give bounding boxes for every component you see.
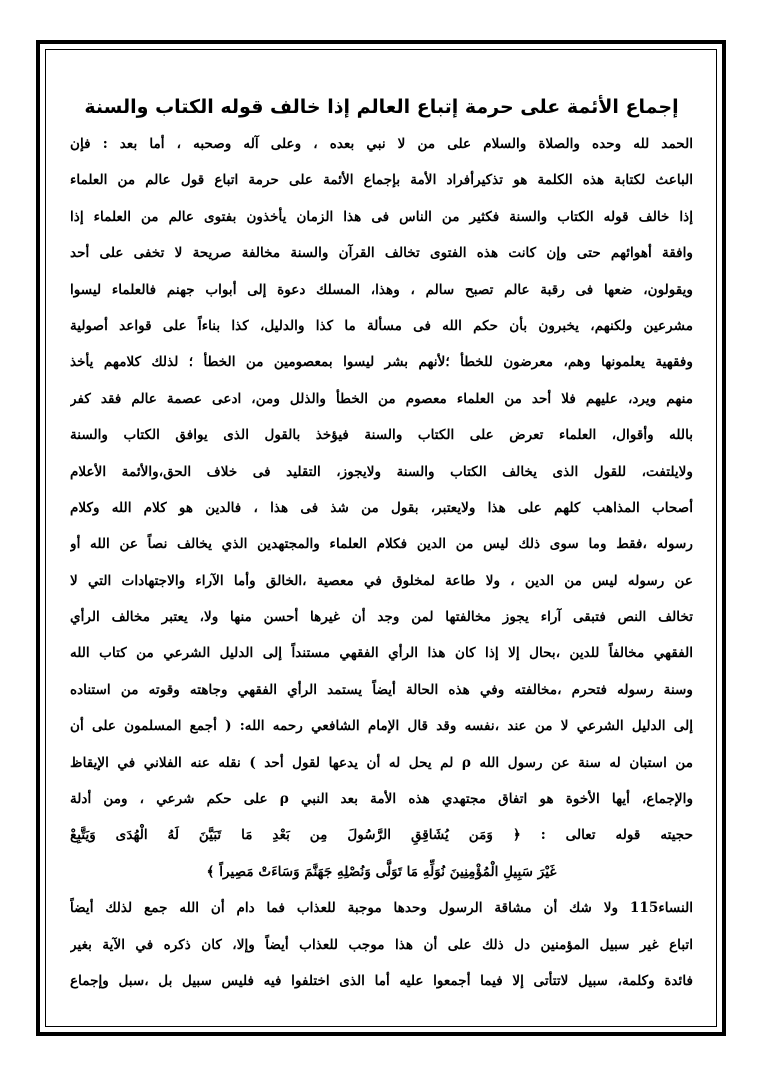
text-line: وفقهية يعلمونها وهم، معرضون للخطأ ؛لأنهم بشر ليسوا بمعصومين من الخطأ ؛ لذلك كلامهم يأخذ [70,354,693,371]
text-line: حجيته قوله تعالى : ﴿ وَمَن يُشَاقِقِ الرَّسُولَ مِن بَعْدِ مَا تَبَيَّنَ لَهُ الْهُدَى وَيَتَّبِعْ [70,827,693,844]
text-line: الباعث لكتابة هذه الكلمة هو تذكيرأفراد الأمة بإجماع الأئمة على حرمة اتباع قول عالم من العلماء [70,172,693,189]
text-line: فائدة وكلمة، سبيل لاتتأتى إلا فيما أجمعوا عليه أما الذى اختلفوا فيه فليس سبيل بل ،سبل وإجماع [70,972,693,989]
text-line: الحمد لله وحده والصلاة والسلام على من لا نبي بعده ، وعلى آله وصحبه ، أما بعد : فإن [70,136,693,152]
text-line: وسنة رسوله فتحرم ،مخالفته وفي هذه الحالة أيضاً يستمد الرأي الفقهي وجاهته وقوته من استناده [70,681,693,698]
text-line: ويقولون، ضعها فى رقبة عالم تصبح سالم ، وهذا، المسلك دعوة إلى أبواب جهنم فالعلماء ليسوا [70,281,693,298]
text-line: اتباع غير سبيل المؤمنين دل ذلك على أن هذا موجب للعذاب أيضاً وإلا، كان ذكره في الآية بغير [70,936,693,953]
text-line: منهم ويرد، عليهم فلا أحد من العلماء معصوم من الخطأ والذلل ومن، ادعى عصمة عالم فقد كفر [70,390,693,407]
text-lines [70,126,693,999]
document-title: إجماع الأئمة على حرمة إتباع العالم إذا خالف قوله الكتاب والسنة [84,96,679,118]
text-line: غَيْرَ سَبِيلِ الْمُؤْمِنِينَ نُوَلِّهِ مَا تَوَلَّى وَنُصْلِهِ جَهَنَّمَ وَسَاءَتْ مَصِيراً ﴾ [206,863,557,880]
text-line: ولايلتفت، للقول الذى يخالف الكتاب والسنة ولايجوز، التقليد فى خلاف الحق،والأئمة الأعلام [70,463,693,480]
text-line: عن رسوله ليس من الدين ، ولا طاعة لمخلوق في معصية ،الخالق وأما الآراء والاجتهادات التي لا [70,572,693,589]
text-line: الفقهي مخالفاً للدين ،بحال إلا إذا كان هذا الرأي الفقهي مستنداً إلى الدليل الشرعي من كتاب الله [70,645,693,662]
document-body [70,90,693,999]
text-line: والإجماع، أيها الأخوة هو اتفاق مجتهدي هذه الأمة بعد النبي ρ على حكم شرعي ، ومن أدلة [70,791,693,808]
text-line: إلى الدليل الشرعي لا من عند ،نفسه وقد قال الإمام الشافعي رحمه الله: ( أجمع المسلمون على أن [70,718,693,735]
text-line: تخالف النص فتبقى آراء يجوز مخالفتها لمن وجد أن غيرها أحسن منها ولا، يعتبر مخالف الرأي [70,609,693,626]
text-line: بالله وأقوال، العلماء تعرض على الكتاب والسنة فيؤخذ بالقول الذى يوافق الكتاب والسنة [70,427,693,444]
text-line: النساء115 ولا شك أن مشاقة الرسول وحدها موجبة للعذاب فما دام أن الله جمع لذلك أيضاً [70,900,693,917]
text-line: رسوله ،فقط وما سوى ذلك ليس من الدين فكلام العلماء والمجتهدين الذي يخالف نصاً عن الله أو [70,536,693,553]
text-line: مشرعين ولكنهم، يخبرون بأن حكم الله فى مسألة ما كذا والدليل، كذا بناءاً على قواعد أصولية [70,317,693,334]
text-line: من استبان له سنة عن رسول الله ρ لم يحل له أن يدعها لقول أحد ) نقله عنه الفلاني في الإيقاظ [70,754,693,771]
text-line: أصحاب المذاهب كلهم على هذا ولايعتبر، بقول من شذ فى هذا ، فالدين هو كلام الله وكلام [70,499,693,516]
text-line: إذا خالف قوله الكتاب والسنة فكثير من الناس فى هذا الزمان يأخذون بفتوى عالم من العلماء إذا [70,208,693,225]
text-line: وافقة أهوائهم حتى وإن كانت هذه الفتوى تخالف القرآن والسنة مخالفة صريحة لا تخفى على أحد [70,245,693,262]
